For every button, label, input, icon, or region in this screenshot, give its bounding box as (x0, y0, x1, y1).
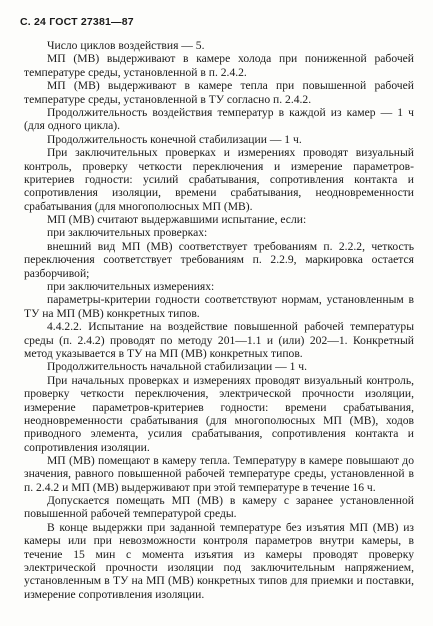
page-header: С. 24 ГОСТ 27381—87 (20, 16, 134, 28)
paragraph-exposure-duration: Продолжительность воздействия температур в каждой из камер — 1 ч (для одного цикла). (24, 106, 414, 133)
paragraph-preheated-chamber: Допускается помещать МП (МВ) в камеру с заранее установленной повышенной рабочей температурой среды. (24, 494, 414, 521)
paragraph-appearance-requirements: внешний вид МП (МВ) соответствует требованиям п. 2.2.2, четкость переключения соответствует требованиям п. 2.2.9, маркировка остается разборчивой; (24, 239, 414, 280)
paragraph-heat-chamber-placement: МП (МВ) помещают в камеру тепла. Температуру в камере повышают до значения, равного повышенной рабочей температуре среды, установленной в п. 2.4.2 и МП (МВ) выдерживают при этой температуре в течение 16 ч. (24, 453, 414, 494)
paragraph-section-4-4-2-2: 4.4.2.2. Испытание на воздействие повышенной рабочей температуры среды (п. 2.4.2) проводят по методу 201—1.1 и (или) 202—1. Конкретный метод указывается в ТУ на МП (МВ) конкретных типов. (24, 320, 414, 360)
document-body (24, 39, 414, 601)
paragraph-cold-chamber: МП (МВ) выдерживают в камере холода при пониженной рабочей температуре среды, установленной в п. 2.4.2. (24, 52, 414, 79)
paragraph-final-checks: При заключительных проверках и измерениях проводят визуальный контроль, проверку четкости переключения и измерение параметров-критериев годности: усилий срабатывания, сопротивления контакта и сопротивления изоляции, времени срабатывания, неодновременности срабатывания (для многополюсных МП (МВ). (24, 146, 414, 213)
paragraph-initial-checks: При начальных проверках и измерениях проводят визуальный контроль, проверку четкости переключения, электрической прочности изоляции, измерение параметров-критериев годности: времени срабатывания, неодновременности срабатывания (для многополюсных МП (МВ), ходов приводного элемента, усилия срабатывания, сопротивления контакта и сопротивления изоляции. (24, 373, 414, 454)
paragraph-initial-stabilization: Продолжительность начальной стабилизации — 1 ч. (47, 360, 308, 374)
paragraph-cycles-count: Число циклов воздействия — 5. (47, 39, 205, 52)
paragraph-end-of-exposure: В конце выдержки при заданной температуре без изъятия МП (МВ) из камеры или при невозможности контроля параметров внутри камеры, в течение 15 мин с момента изъятия из камеры проводят проверку электрической прочности изоляции под заключительным напряжением, установленным в ТУ на МП (МВ) конкретных типов для приемки и поставки, измерение сопротивления изоляции. (24, 520, 414, 601)
paragraph-parameters-criteria: параметры-критерии годности соответствуют нормам, установленным в ТУ на МП (МВ) конкретных типов. (24, 293, 414, 320)
paragraph-final-inspections: при заключительных проверках: (47, 226, 208, 240)
paragraph-final-measurements: при заключительных измерениях: (47, 280, 215, 294)
paragraph-pass-criteria: МП (МВ) считают выдержавшими испытание, если: (47, 213, 307, 227)
paragraph-final-stabilization: Продолжительность конечной стабилизации — 1 ч. (47, 132, 302, 146)
paragraph-heat-chamber: МП (МВ) выдерживают в камере тепла при повышенной рабочей температуре среды, установленной в ТУ согласно п. 2.4.2. (24, 79, 414, 106)
